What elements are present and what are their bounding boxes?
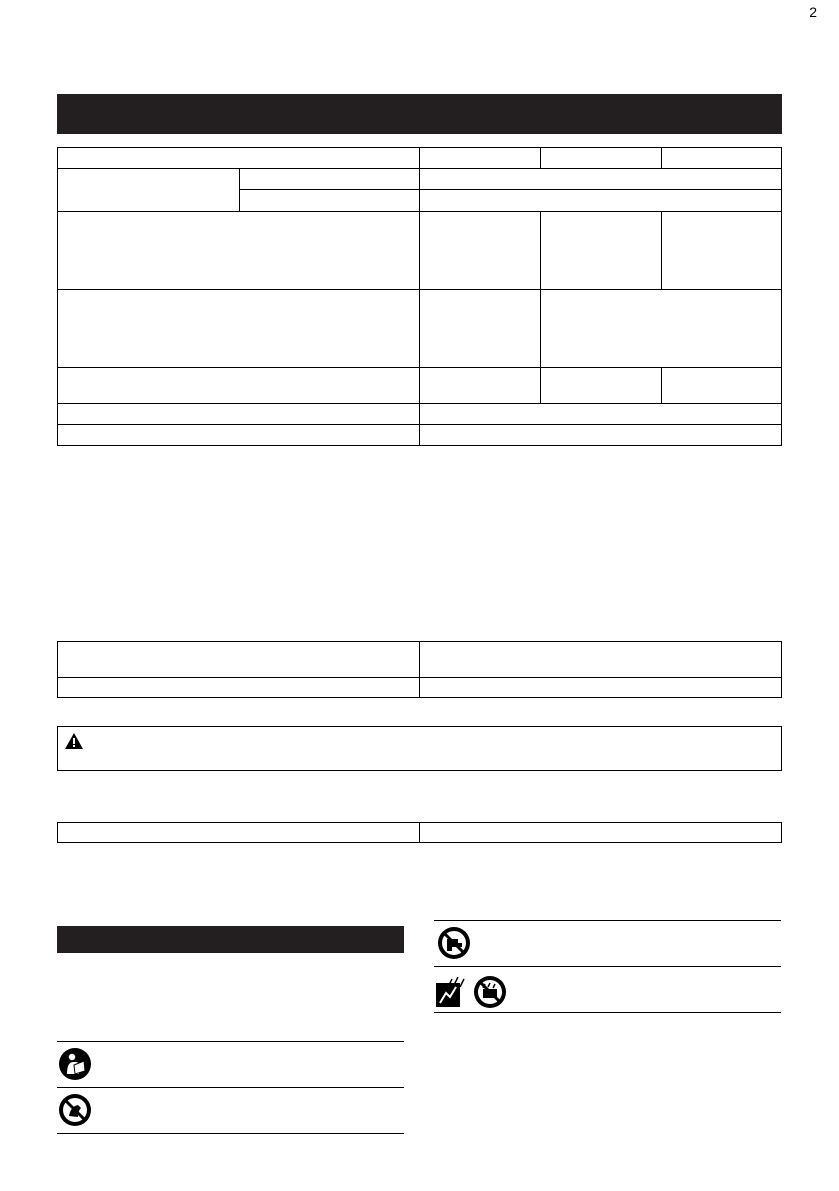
spec-column-divider (419, 147, 420, 446)
read-instruction-manual-icon (59, 1048, 91, 1080)
symbol-list-divider (434, 920, 781, 921)
spec-column-divider (239, 168, 240, 211)
no-water-exposure-icon (436, 977, 466, 1007)
specifications-heading-band (57, 94, 782, 134)
symbols-heading-band (57, 926, 404, 953)
tertiary-table-column-divider (419, 822, 420, 843)
symbol-list-divider (434, 966, 781, 967)
symbol-list-divider (57, 1087, 404, 1088)
symbol-list-divider (434, 1012, 781, 1013)
symbol-list-divider (57, 1133, 404, 1134)
warning-triangle-icon (65, 733, 83, 749)
spec-row-divider (239, 189, 782, 190)
secondary-table-column-divider (419, 641, 420, 698)
no-touch-icon (59, 1094, 91, 1126)
symbol-list-divider (57, 1041, 404, 1042)
spec-column-divider (661, 211, 662, 289)
spec-column-divider (540, 147, 541, 168)
no-wet-use-icon (474, 976, 506, 1008)
warning-box (57, 726, 782, 771)
spec-column-divider (661, 147, 662, 168)
spec-column-divider (540, 211, 541, 403)
page-number: 2 (809, 4, 817, 20)
keep-hands-away-icon (438, 927, 470, 959)
spec-column-divider (661, 367, 662, 403)
